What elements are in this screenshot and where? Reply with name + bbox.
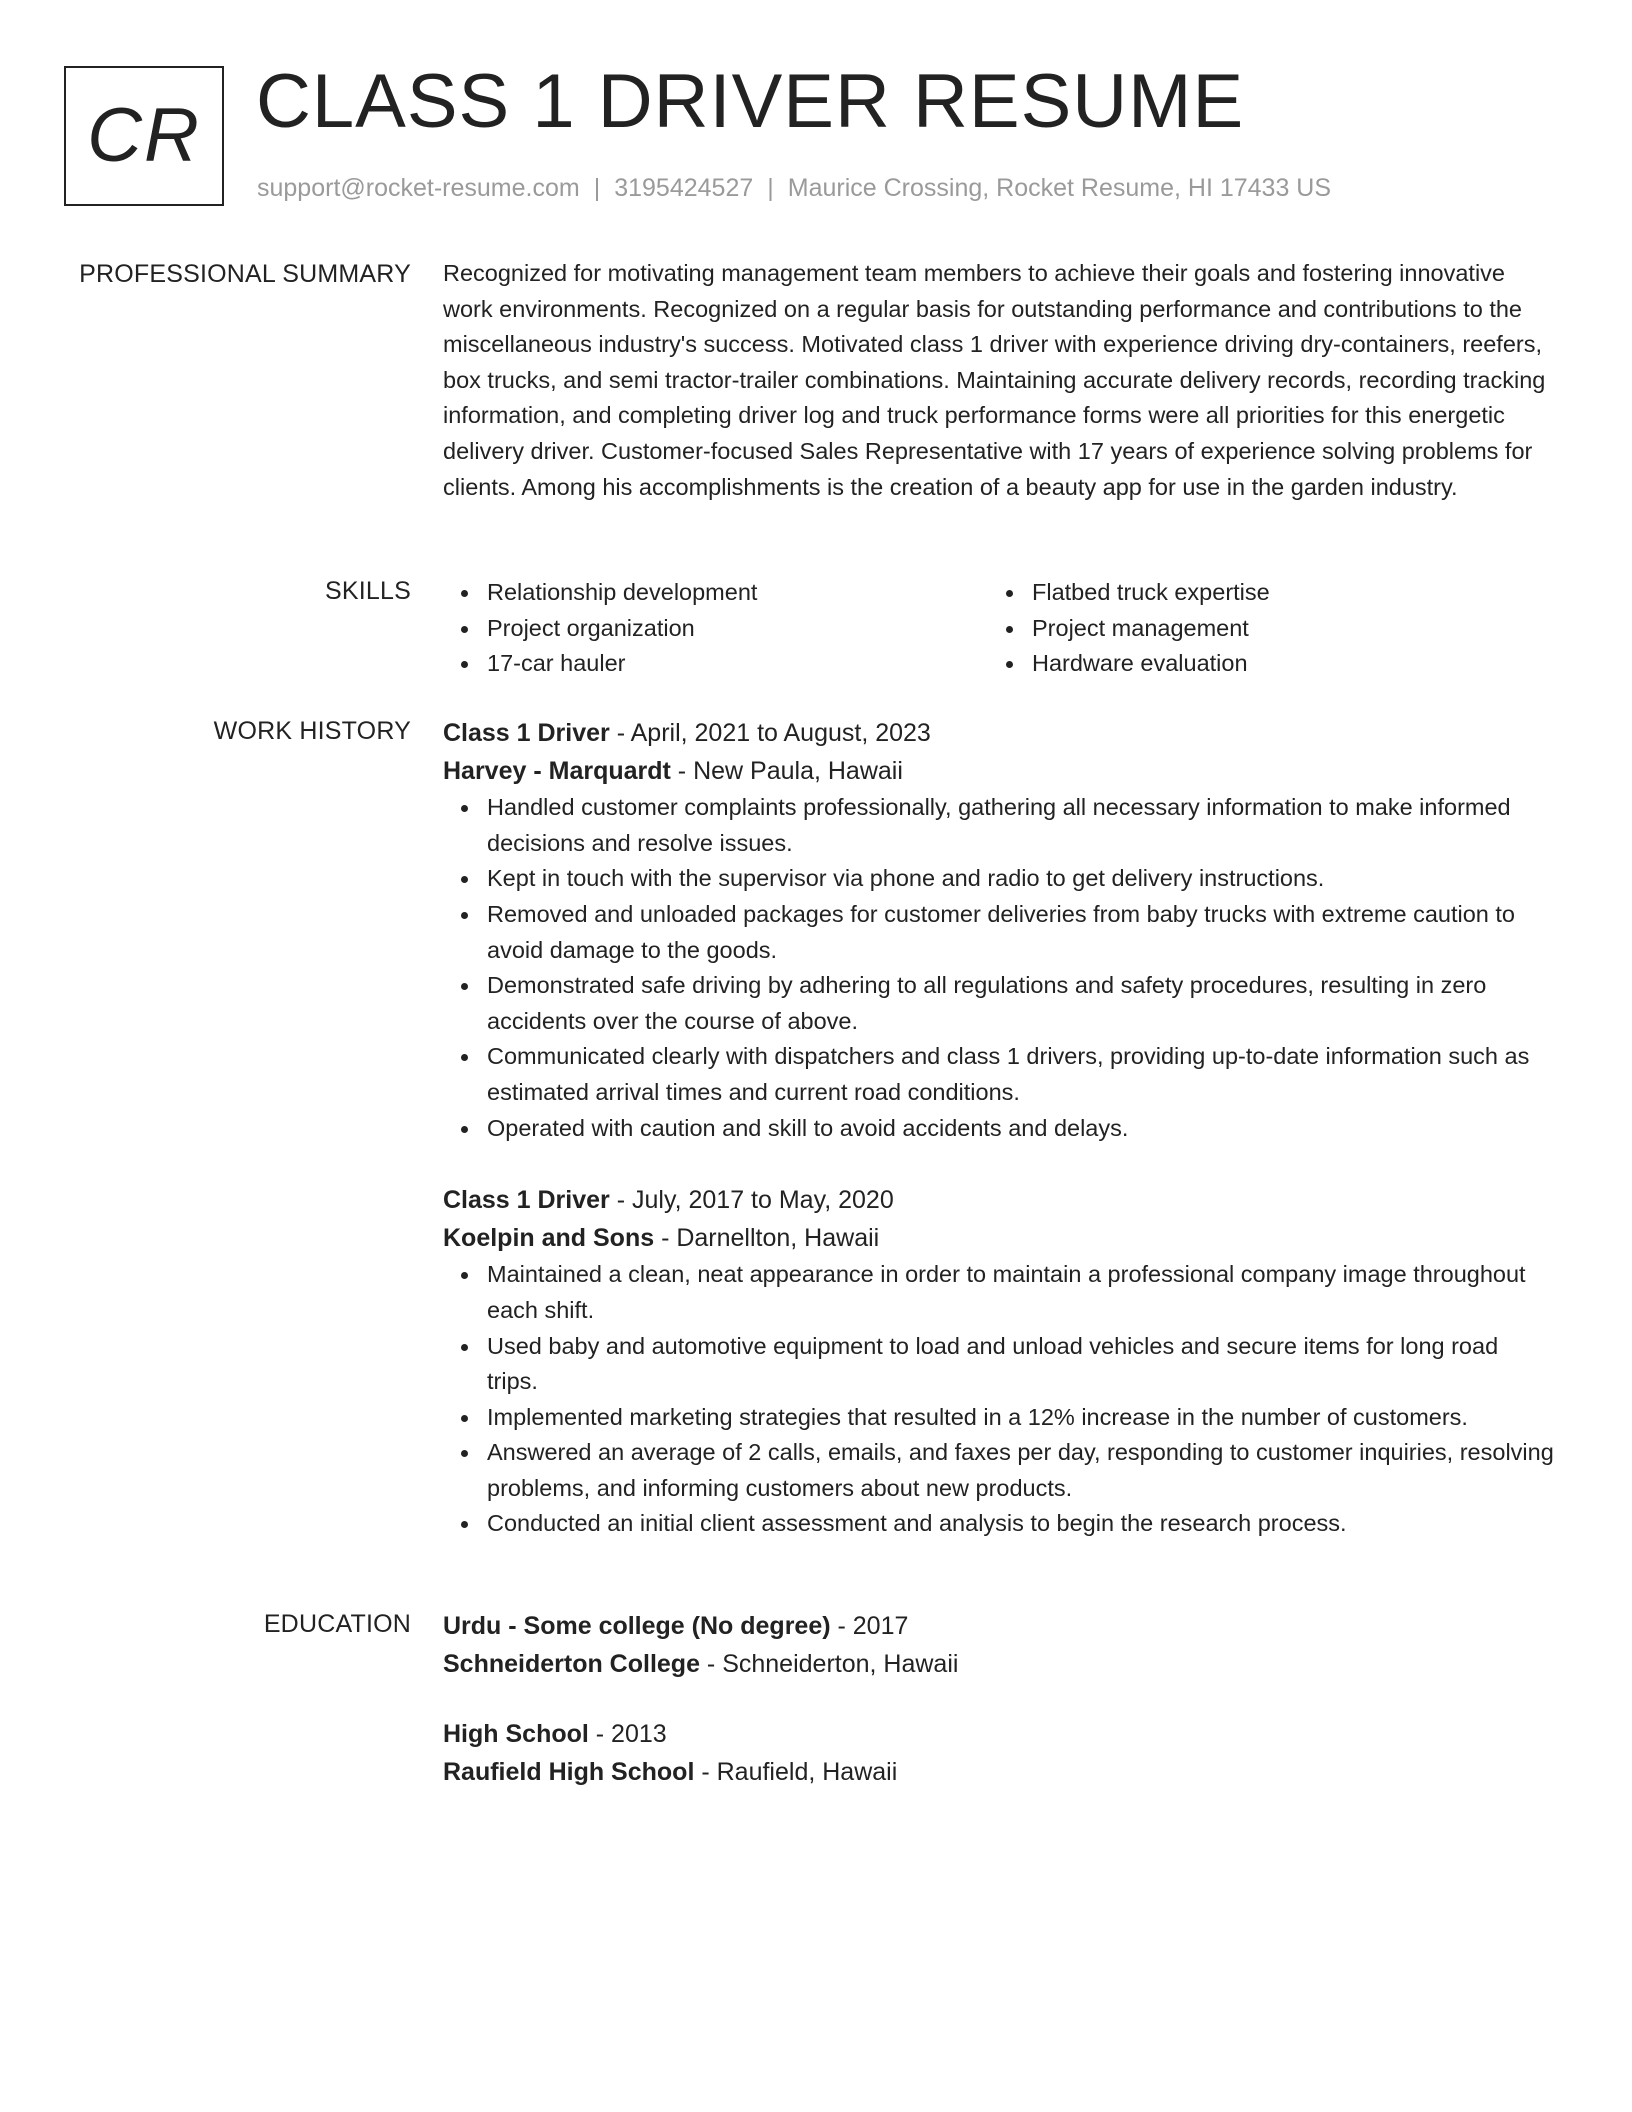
job-duty: Removed and unloaded packages for customer deliveries from baby trucks with extreme caution to avoid damage to the goods.	[443, 897, 1555, 968]
job-company-line	[443, 753, 1555, 791]
summary-label: PROFESSIONAL SUMMARY	[79, 260, 411, 288]
education-degree-line	[443, 1716, 1555, 1754]
education-school-line	[443, 1646, 1555, 1684]
education-entry	[443, 1608, 1555, 1683]
summary-body	[443, 258, 1555, 505]
job-title: Class 1 Driver	[443, 1186, 610, 1215]
job-duty: Used baby and automotive equipment to load and unload vehicles and secure items for long road trips.	[443, 1329, 1555, 1400]
skill-item: Relationship development	[443, 575, 988, 611]
skills-list-left	[443, 575, 988, 682]
job-dates: - April, 2021 to August, 2023	[609, 719, 931, 747]
education-degree: High School	[443, 1720, 589, 1749]
job-duty: Communicated clearly with dispatchers and class 1 drivers, providing up-to-date information such as estimated arrival times and current road conditions.	[443, 1039, 1555, 1110]
education-location: - Schneiderton, Hawaii	[699, 1649, 959, 1678]
education-label: EDUCATION	[263, 1610, 411, 1638]
job-title: Class 1 Driver	[443, 719, 610, 747]
job-duty: Kept in touch with the supervisor via phone and radio to get delivery instructions.	[443, 861, 1555, 897]
monogram-box	[64, 66, 224, 206]
job-dates: - July, 2017 to May, 2020	[609, 1186, 894, 1215]
job-duty: Answered an average of 2 calls, emails, and faxes per day, responding to customer inquiries, resolving problems, and informing customers about new products.	[443, 1435, 1555, 1506]
job-duty: Maintained a clean, neat appearance in order to maintain a professional company image throughout each shift.	[443, 1257, 1555, 1328]
education-degree: Urdu - Some college (No degree)	[443, 1612, 831, 1640]
contact-separator: |	[593, 174, 601, 202]
job-duty: Conducted an initial client assessment and analysis to begin the research process.	[443, 1506, 1555, 1542]
skill-item: 17-car hauler	[443, 646, 988, 682]
job-duty: Implemented marketing strategies that resulted in a 12% increase in the number of customers.	[443, 1400, 1555, 1436]
skill-item: Flatbed truck expertise	[988, 575, 1533, 611]
work-history-label: WORK HISTORY	[213, 717, 411, 745]
education-body	[443, 1608, 1555, 1791]
job-duty: Operated with caution and skill to avoid accidents and delays.	[443, 1111, 1555, 1147]
monogram-initials: CR	[87, 93, 201, 178]
job-company: Koelpin and Sons	[443, 1223, 655, 1252]
skills-body	[443, 575, 1555, 682]
job-duty: Handled customer complaints professionally, gathering all necessary information to make informed decisions and resolve issues.	[443, 790, 1555, 861]
job-location: - Darnellton, Hawaii	[654, 1223, 880, 1252]
contact-line	[257, 172, 1331, 205]
education-school: Raufield High School	[443, 1757, 695, 1786]
job-duty: Demonstrated safe driving by adhering to all regulations and safety procedures, resulting in zero accidents over the course of above.	[443, 968, 1555, 1039]
job-location: - New Paula, Hawaii	[670, 756, 903, 785]
skills-columns	[443, 575, 1555, 682]
job-company-line	[443, 1220, 1555, 1258]
contact-email: support@rocket-resume.com	[257, 174, 580, 202]
skills-label: SKILLS	[325, 577, 411, 605]
job-entry	[443, 715, 1555, 1146]
job-title-line	[443, 715, 1555, 753]
summary-text: Recognized for motivating management team members to achieve their goals and fostering innovative work environments. Recognized on a regular basis for outstanding performance and contributions to the miscellaneous industry's success. Motivated class 1 driver with experience driving dry-containers, reefers, box trucks, and semi tractor-trailer combinations. Maintaining accurate delivery records, recording tracking information, and completing driver log and truck performance forms were all priorities for this energetic delivery driver. Customer-focused Sales Representative with 17 years of experience solving problems for clients. Among his accomplishments is the creation of a beauty app for use in the garden industry.	[443, 260, 1546, 500]
education-school-line	[443, 1754, 1555, 1792]
education-location: - Raufield, Hawaii	[694, 1757, 898, 1786]
skills-list-right	[988, 575, 1533, 682]
education-entry	[443, 1716, 1555, 1791]
education-degree-line	[443, 1608, 1555, 1646]
skill-item: Hardware evaluation	[988, 646, 1533, 682]
resume-title: CLASS 1 DRIVER RESUME	[256, 59, 1245, 144]
contact-separator: |	[767, 174, 774, 202]
skill-item: Project management	[988, 611, 1533, 647]
work-history-body	[443, 715, 1555, 1542]
contact-address: Maurice Crossing, Rocket Resume, HI 17433 US	[787, 174, 1332, 202]
job-title-line	[443, 1182, 1555, 1220]
contact-phone: 3195424527	[614, 174, 754, 202]
job-duties-list	[443, 790, 1555, 1146]
job-entry	[443, 1182, 1555, 1542]
education-school: Schneiderton College	[443, 1649, 700, 1678]
education-year: - 2017	[830, 1612, 909, 1640]
skill-item: Project organization	[443, 611, 988, 647]
job-company: Harvey - Marquardt	[443, 756, 671, 785]
job-duties-list	[443, 1257, 1555, 1542]
education-year: - 2013	[588, 1720, 667, 1749]
